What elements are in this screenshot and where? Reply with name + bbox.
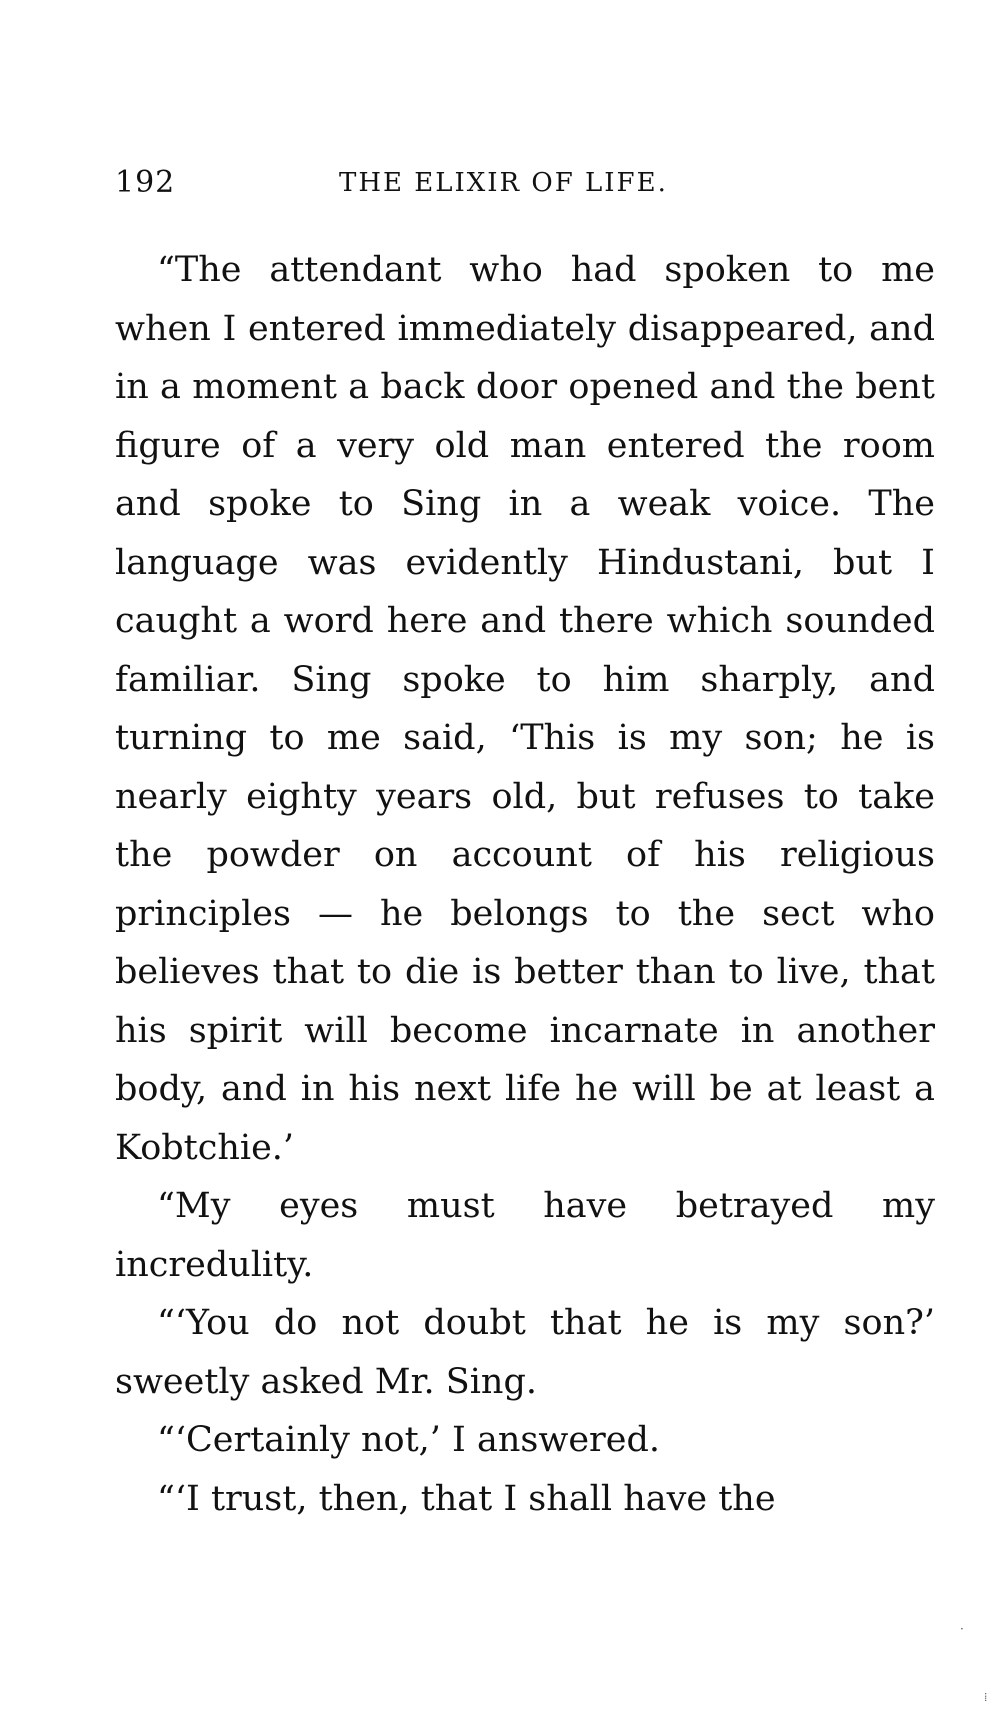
paragraph-certainly-not: “‘Certainly not,’ I answered. (157, 1420, 661, 1460)
paragraph-trust: “‘I trust, then, that I shall have the (157, 1478, 776, 1519)
running-title: THE ELIXIR OF LIFE. (339, 168, 668, 198)
body-text (115, 241, 935, 1528)
page-number: 192 (115, 165, 176, 200)
paragraph-doubt-son: “‘You do not doubt that he is my son?’ sweetly asked Mr. Sing. (115, 1303, 935, 1402)
scan-speck: · (960, 1622, 964, 1636)
running-head (115, 160, 935, 206)
paragraph-incredulity: “My eyes must have betrayed my incredulity. (115, 1186, 935, 1285)
paragraph-attendant: “The attendant who had spoken to me when I entered immediately disappeared, and in a moment a back door opened and the bent figure of a very old man entered the room and spoke to Sing in a weak voice. The language was evidently Hindustani, but I caught a word here and there which sounded familiar. Sing spoke to him sharply, and turning to me said, ‘This is my son; he is nearly eighty years old, but refuses to take the powder on account of his religious principles — he belongs to the sect who believes that to die is better than to live, that his spirit will become incarnate in another body, and in his next life he will be at least a Kobtchie.’ (115, 250, 935, 1168)
scan-edge-mark: ⁞ (984, 1690, 988, 1704)
